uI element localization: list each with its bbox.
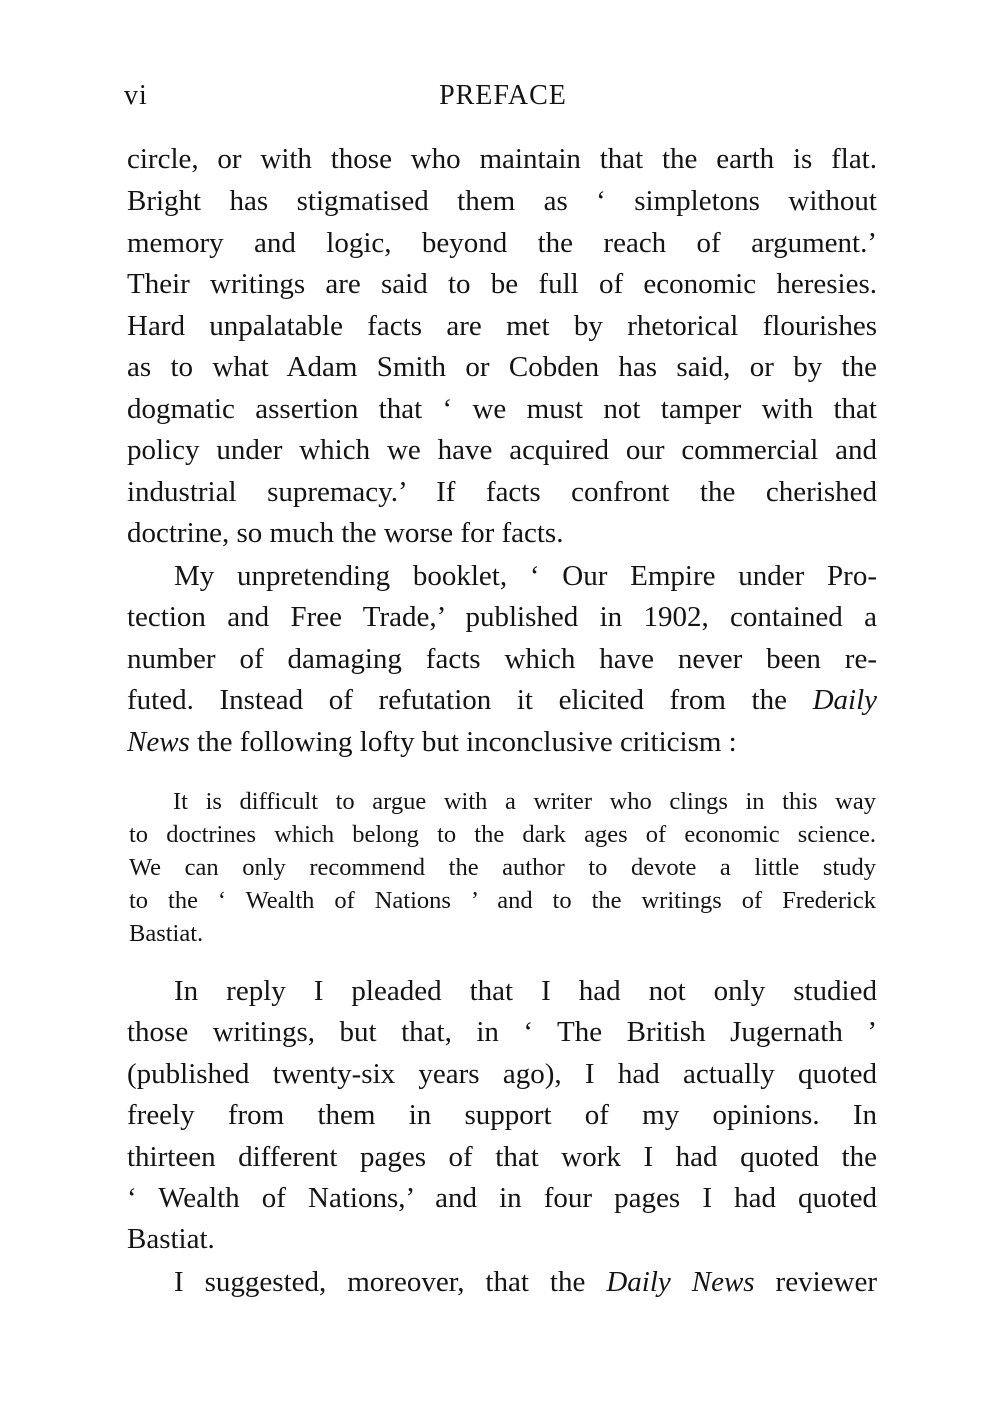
page-number: vi [124, 80, 148, 111]
italic-title: Daily [812, 684, 877, 716]
text-line: thirteen different pages of that work I had quoted the [127, 1141, 877, 1173]
text-line: dogmatic assertion that ‘ we must not tamper with that [127, 393, 877, 425]
text-line: as to what Adam Smith or Cobden has said, or by the [127, 351, 877, 383]
quote-line: We can only recommend the author to devote a little study [129, 854, 876, 881]
text-line: industrial supremacy.’ If facts confront the cherished [127, 476, 877, 508]
text-line: Bright has stigmatised them as ‘ simpletons without [127, 185, 877, 217]
text-line [127, 725, 877, 759]
text-line [127, 1265, 877, 1299]
text-span: I suggested, moreover, that the [174, 1266, 607, 1298]
text-line: tection and Free Trade,’ published in 1902, contained a [127, 601, 877, 633]
text-span: the following lofty but inconclusive criticism : [189, 726, 737, 758]
text-line: (published twenty-six years ago), I had actually quoted [127, 1058, 877, 1090]
text-line [127, 683, 877, 717]
text-line: Hard unpalatable facts are met by rhetorical flourishes [127, 310, 877, 342]
text-line: policy under which we have acquired our commercial and [127, 434, 877, 466]
quote-line: to doctrines which belong to the dark ages of economic science. [129, 821, 876, 848]
text-line: In reply I pleaded that I had not only studied [174, 975, 877, 1007]
text-line: doctrine, so much the worse for facts. [127, 517, 564, 549]
text-line: ‘ Wealth of Nations,’ and in four pages I had quoted [127, 1182, 877, 1214]
quote-line: Bastiat. [129, 920, 204, 947]
text-span: futed. Instead of refutation it elicited from the [127, 684, 813, 716]
text-line: number of damaging facts which have never been re- [127, 643, 877, 675]
text-span: reviewer [754, 1266, 877, 1298]
text-line: Bastiat. [127, 1223, 215, 1255]
text-line: My unpretending booklet, ‘ Our Empire under Pro- [174, 560, 877, 592]
italic-title: News [127, 726, 190, 758]
text-line: memory and logic, beyond the reach of argument.’ [127, 227, 877, 259]
text-line: freely from them in support of my opinions. In [127, 1099, 877, 1131]
text-line: circle, or with those who maintain that the earth is flat. [127, 143, 877, 175]
text-line: Their writings are said to be full of economic heresies. [127, 268, 877, 300]
italic-title: Daily News [606, 1266, 755, 1298]
quote-line: to the ‘ Wealth of Nations ’ and to the writings of Frederick [129, 887, 876, 914]
running-title: PREFACE [439, 80, 567, 111]
text-line: those writings, but that, in ‘ The British Jugernath ’ [127, 1016, 877, 1048]
quote-line: It is difficult to argue with a writer who clings in this way [173, 788, 876, 815]
